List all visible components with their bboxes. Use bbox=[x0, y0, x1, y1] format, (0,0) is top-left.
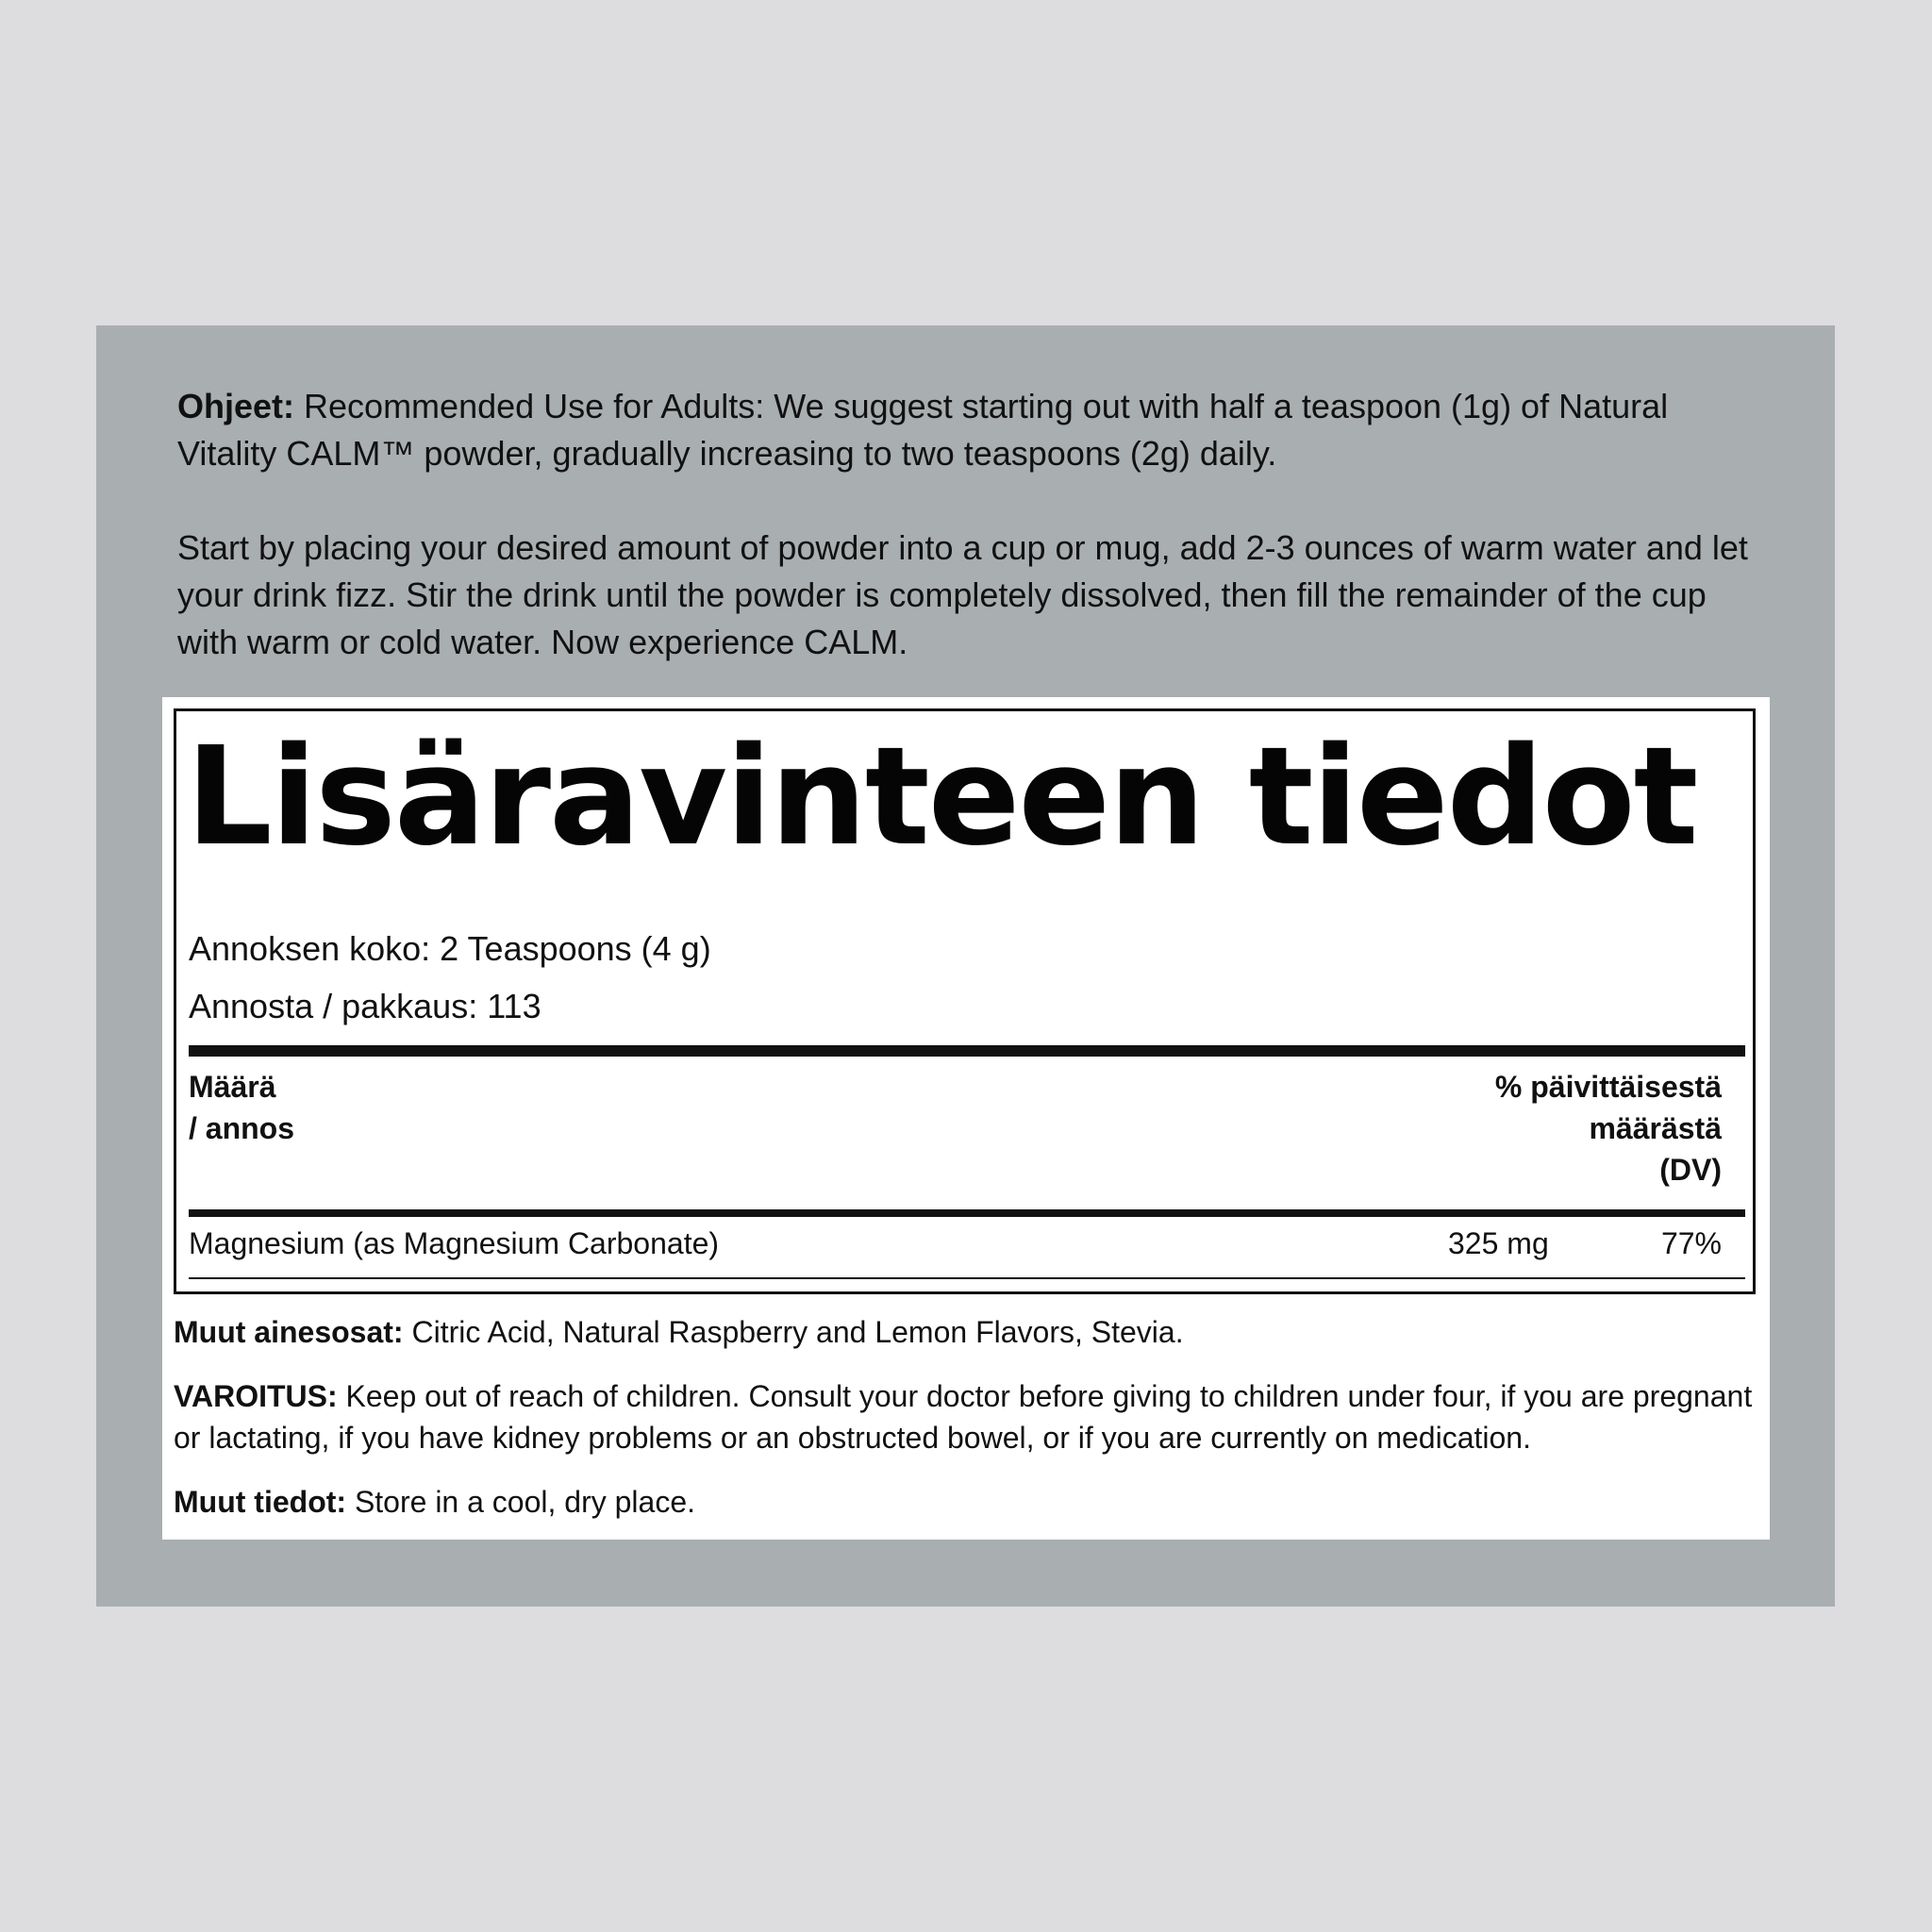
thick-divider-middle bbox=[189, 1209, 1745, 1217]
nutrient-daily-value: 77% bbox=[1660, 1226, 1722, 1260]
directions-text-1: Recommended Use for Adults: We suggest starting out with half a teaspoon (1g) of Natural Vitality CALM™ powder, gradually increasing to two teaspoons (2g) daily. bbox=[177, 387, 1669, 473]
directions-text-2: Start by placing your desired amount of powder into a cup or mug, add 2-3 ounces of warm water and let your drink fizz. Stir the drink until the powder is completely dissolved, then fill the remainder of the cup with warm or cold water. Now experience CALM. bbox=[177, 528, 1748, 661]
nutrient-amount: 325 mg bbox=[1448, 1226, 1549, 1260]
directions-section bbox=[177, 383, 1762, 713]
supplement-label bbox=[162, 697, 1770, 1540]
other-info-label: Muut tiedot: bbox=[174, 1485, 347, 1519]
amount-per-serving-header bbox=[189, 1066, 294, 1149]
directions-paragraph-2 bbox=[177, 525, 1762, 666]
other-ingredients-text: Citric Acid, Natural Raspberry and Lemon Flavors, Stevia. bbox=[411, 1315, 1184, 1349]
nutrient-name: Magnesium (as Magnesium Carbonate) bbox=[189, 1226, 720, 1260]
thick-divider-top bbox=[189, 1045, 1745, 1057]
warning-text: Keep out of reach of children. Consult your doctor before giving to children under four, if you are pregnant or lactating, if you have kidney problems or an obstructed bowel, or if you are currently on medication. bbox=[174, 1379, 1753, 1455]
amount-header-line-1: Määrä bbox=[189, 1070, 276, 1104]
facts-title: Lisäravinteen tiedot bbox=[186, 717, 1697, 875]
directions-label: Ohjeet: bbox=[177, 387, 295, 425]
other-info-text: Store in a cool, dry place. bbox=[354, 1485, 696, 1519]
other-ingredients-label: Muut ainesosat: bbox=[174, 1315, 404, 1349]
dv-header-line-1: % päivittäisestä bbox=[1494, 1070, 1722, 1104]
other-ingredients bbox=[174, 1311, 1758, 1353]
daily-value-header bbox=[1495, 1066, 1722, 1191]
servings-per-container: Annosta / pakkaus: 113 bbox=[189, 987, 541, 1025]
thin-divider-bottom bbox=[189, 1277, 1745, 1279]
directions-paragraph-1 bbox=[177, 383, 1762, 477]
supplement-facts-box bbox=[174, 708, 1756, 1294]
warning bbox=[174, 1375, 1758, 1458]
dv-header-line-3: (DV) bbox=[1659, 1153, 1722, 1187]
dv-header-line-2: määrästä bbox=[1589, 1111, 1722, 1145]
amount-header-line-2: / annos bbox=[189, 1111, 295, 1145]
warning-label: VAROITUS: bbox=[174, 1379, 338, 1413]
other-info bbox=[174, 1481, 1758, 1523]
serving-size: Annoksen koko: 2 Teaspoons (4 g) bbox=[189, 929, 711, 968]
